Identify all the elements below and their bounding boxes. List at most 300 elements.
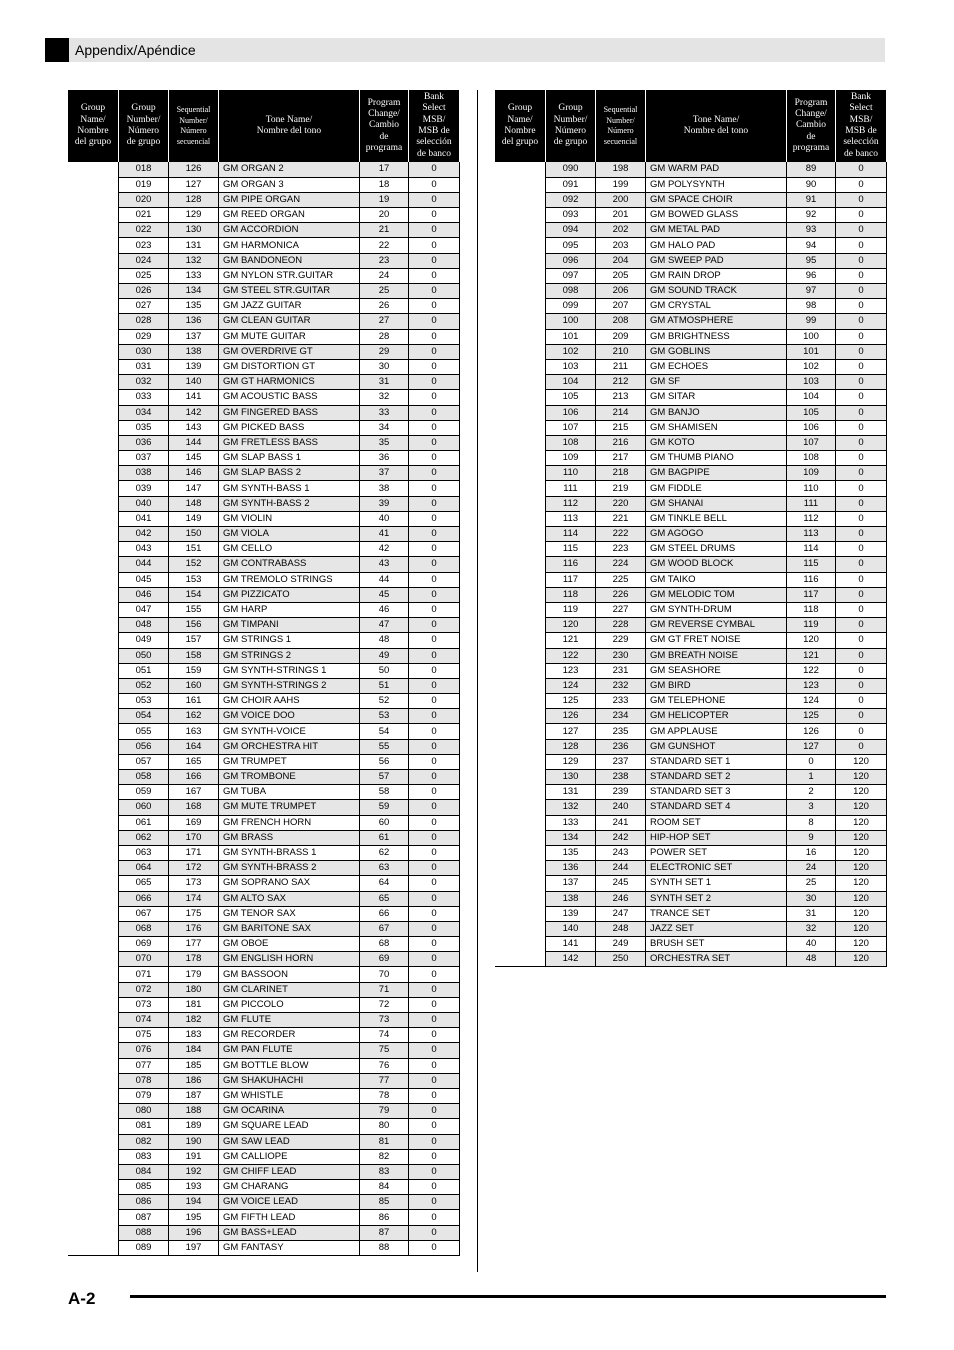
program-change-cell: 43 <box>360 557 409 572</box>
bank-select-cell: 0 <box>409 1088 460 1103</box>
tone-name-cell: GM FRENCH HORN <box>219 815 360 830</box>
sequential-number-cell: 191 <box>169 1149 219 1164</box>
group-number-cell: 077 <box>119 1058 169 1073</box>
tone-name-cell: GM CELLO <box>219 542 360 557</box>
sequential-number-cell: 239 <box>596 785 646 800</box>
program-change-cell: 127 <box>787 739 836 754</box>
tone-name-cell: GM GUNSHOT <box>646 739 787 754</box>
group-name-cell <box>68 1210 119 1225</box>
sequential-number-cell: 175 <box>169 906 219 921</box>
group-number-cell: 024 <box>119 253 169 268</box>
tone-name-cell: GM SF <box>646 375 787 390</box>
group-name-cell <box>495 770 546 785</box>
group-name-cell <box>68 678 119 693</box>
group-number-cell: 132 <box>546 800 596 815</box>
group-name-cell <box>495 678 546 693</box>
program-change-cell: 80 <box>360 1119 409 1134</box>
group-number-cell: 125 <box>546 694 596 709</box>
group-name-cell <box>495 542 546 557</box>
group-number-cell: 036 <box>119 435 169 450</box>
tone-name-cell: GM STRINGS 1 <box>219 633 360 648</box>
sequential-number-cell: 219 <box>596 481 646 496</box>
bank-select-cell: 0 <box>409 1134 460 1149</box>
sequential-number-cell: 183 <box>169 1028 219 1043</box>
bank-select-cell: 0 <box>409 845 460 860</box>
sequential-number-cell: 164 <box>169 739 219 754</box>
tone-name-cell: GM SITAR <box>646 390 787 405</box>
group-number-cell: 090 <box>546 162 596 177</box>
program-change-cell: 47 <box>360 618 409 633</box>
group-name-cell <box>495 861 546 876</box>
group-number-cell: 112 <box>546 496 596 511</box>
sequential-number-cell: 233 <box>596 694 646 709</box>
table-row <box>68 663 460 678</box>
group-name-cell <box>495 785 546 800</box>
header-line: MSB de <box>418 126 450 136</box>
table-row <box>495 390 887 405</box>
tone-name-cell: GM NYLON STR.GUITAR <box>219 268 360 283</box>
sequential-number-cell: 151 <box>169 542 219 557</box>
program-change-cell: 126 <box>787 724 836 739</box>
table-row <box>495 299 887 314</box>
bank-select-cell: 120 <box>836 876 887 891</box>
bank-select-cell: 0 <box>409 952 460 967</box>
bank-select-cell: 0 <box>409 815 460 830</box>
program-change-cell: 89 <box>787 162 836 177</box>
table-row <box>68 451 460 466</box>
bank-select-cell: 0 <box>409 511 460 526</box>
sequential-number-cell: 207 <box>596 299 646 314</box>
table-row <box>68 982 460 997</box>
group-name-cell <box>495 572 546 587</box>
col-header-tone-name <box>219 90 360 162</box>
group-number-cell: 028 <box>119 314 169 329</box>
sequential-number-cell: 177 <box>169 937 219 952</box>
sequential-number-cell: 230 <box>596 648 646 663</box>
bank-select-cell: 0 <box>836 375 887 390</box>
table-row <box>68 906 460 921</box>
program-change-cell: 37 <box>360 466 409 481</box>
header-line: Cambio <box>795 120 827 131</box>
group-name-cell <box>68 572 119 587</box>
program-change-cell: 55 <box>360 739 409 754</box>
group-name-cell <box>495 587 546 602</box>
group-name-cell <box>495 830 546 845</box>
tone-name-cell: GM MUTE TRUMPET <box>219 800 360 815</box>
tone-name-cell: GM FIDDLE <box>646 481 787 496</box>
table-row <box>68 952 460 967</box>
bank-select-cell: 0 <box>409 284 460 299</box>
group-name-cell <box>68 982 119 997</box>
table-row <box>68 1164 460 1179</box>
group-number-cell: 138 <box>546 891 596 906</box>
sequential-number-cell: 195 <box>169 1210 219 1225</box>
bank-select-cell: 0 <box>409 754 460 769</box>
group-name-cell <box>495 268 546 283</box>
tone-name-cell: GM HARMONICA <box>219 238 360 253</box>
sequential-number-cell: 204 <box>596 253 646 268</box>
tone-name-cell: GM TINKLE BELL <box>646 511 787 526</box>
bank-select-cell: 0 <box>409 162 460 177</box>
group-name-cell <box>495 496 546 511</box>
group-number-cell: 034 <box>119 405 169 420</box>
sequential-number-cell: 174 <box>169 891 219 906</box>
sequential-number-cell: 229 <box>596 633 646 648</box>
program-change-cell: 107 <box>787 435 836 450</box>
program-change-cell: 3 <box>787 800 836 815</box>
tone-name-cell: GM SYNTH-BASS 2 <box>219 496 360 511</box>
program-change-cell: 48 <box>360 633 409 648</box>
sequential-number-cell: 132 <box>169 253 219 268</box>
table-row <box>68 1043 460 1058</box>
group-name-cell <box>68 906 119 921</box>
tone-name-cell: GM THUMB PIANO <box>646 451 787 466</box>
program-change-cell: 73 <box>360 1013 409 1028</box>
program-change-cell: 40 <box>360 511 409 526</box>
group-name-cell <box>68 162 119 177</box>
group-name-cell <box>495 709 546 724</box>
bank-select-cell: 120 <box>836 937 887 952</box>
sequential-number-cell: 235 <box>596 724 646 739</box>
program-change-cell: 93 <box>787 223 836 238</box>
tone-name-cell: GM BREATH NOISE <box>646 648 787 663</box>
group-name-cell <box>68 390 119 405</box>
tone-name-cell: GM SPACE CHOIR <box>646 192 787 207</box>
group-number-cell: 113 <box>546 511 596 526</box>
bank-select-cell: 0 <box>409 1058 460 1073</box>
group-number-cell: 093 <box>546 208 596 223</box>
program-change-cell: 103 <box>787 375 836 390</box>
tone-name-cell: GM GT FRET NOISE <box>646 633 787 648</box>
bank-select-cell: 0 <box>409 648 460 663</box>
tone-name-cell: GM VOICE LEAD <box>219 1195 360 1210</box>
bank-select-cell: 0 <box>409 830 460 845</box>
bank-select-cell: 0 <box>409 572 460 587</box>
program-change-cell: 59 <box>360 800 409 815</box>
table-row <box>68 876 460 891</box>
group-name-cell <box>495 648 546 663</box>
page-number: A-2 <box>68 1289 96 1308</box>
table-row <box>495 952 887 967</box>
tone-name-cell: HIP-HOP SET <box>646 830 787 845</box>
sequential-number-cell: 131 <box>169 238 219 253</box>
tone-name-cell: GM BAGPIPE <box>646 466 787 481</box>
group-name-cell <box>495 405 546 420</box>
group-number-cell: 033 <box>119 390 169 405</box>
header-line: Number/ <box>606 115 635 125</box>
sequential-number-cell: 196 <box>169 1225 219 1240</box>
table-row <box>68 997 460 1012</box>
header-line: Name/ <box>507 114 533 125</box>
group-name-cell <box>68 1028 119 1043</box>
sequential-number-cell: 173 <box>169 876 219 891</box>
group-number-cell: 057 <box>119 754 169 769</box>
sequential-number-cell: 187 <box>169 1088 219 1103</box>
group-name-cell <box>68 192 119 207</box>
sequential-number-cell: 130 <box>169 223 219 238</box>
bank-select-cell: 0 <box>409 177 460 192</box>
table-row <box>68 618 460 633</box>
sequential-number-cell: 217 <box>596 451 646 466</box>
group-name-cell <box>495 375 546 390</box>
group-number-cell: 041 <box>119 511 169 526</box>
sequential-number-cell: 170 <box>169 830 219 845</box>
col-header-program-change <box>787 90 836 162</box>
sequential-number-cell: 184 <box>169 1043 219 1058</box>
sequential-number-cell: 127 <box>169 177 219 192</box>
tone-name-cell: GM CLARINET <box>219 982 360 997</box>
table-row <box>495 329 887 344</box>
program-change-cell: 94 <box>787 238 836 253</box>
tone-name-cell: GM SYNTH-STRINGS 2 <box>219 678 360 693</box>
group-number-cell: 123 <box>546 663 596 678</box>
program-change-cell: 31 <box>360 375 409 390</box>
group-number-cell: 018 <box>119 162 169 177</box>
tone-name-cell: ORCHESTRA SET <box>646 952 787 967</box>
group-number-cell: 133 <box>546 815 596 830</box>
tone-name-cell: SYNTH SET 2 <box>646 891 787 906</box>
group-name-cell <box>495 451 546 466</box>
program-change-cell: 96 <box>787 268 836 283</box>
sequential-number-cell: 163 <box>169 724 219 739</box>
bank-select-cell: 0 <box>409 618 460 633</box>
table-row <box>68 602 460 617</box>
tone-name-cell: GM TUBA <box>219 785 360 800</box>
tone-name-cell: GM SEASHORE <box>646 663 787 678</box>
table-row <box>495 724 887 739</box>
table-row <box>68 299 460 314</box>
program-change-cell: 18 <box>360 177 409 192</box>
bank-select-cell: 0 <box>409 238 460 253</box>
sequential-number-cell: 244 <box>596 861 646 876</box>
bank-select-cell: 0 <box>836 466 887 481</box>
table-row <box>495 891 887 906</box>
table-row <box>68 709 460 724</box>
bank-select-cell: 0 <box>409 451 460 466</box>
bank-select-cell: 0 <box>836 359 887 374</box>
sequential-number-cell: 185 <box>169 1058 219 1073</box>
col-header-bank-select <box>409 90 460 162</box>
tone-name-cell: GM SWEEP PAD <box>646 253 787 268</box>
group-number-cell: 135 <box>546 845 596 860</box>
sequential-number-cell: 137 <box>169 329 219 344</box>
sequential-number-cell: 225 <box>596 572 646 587</box>
group-number-cell: 029 <box>119 329 169 344</box>
group-name-cell <box>68 511 119 526</box>
header-line: Número <box>554 126 587 136</box>
sequential-number-cell: 159 <box>169 663 219 678</box>
bank-select-cell: 0 <box>409 1195 460 1210</box>
col-header-tone-name <box>646 90 787 162</box>
tone-name-cell: GM BRASS <box>219 830 360 845</box>
program-change-cell: 46 <box>360 602 409 617</box>
group-name-cell <box>68 997 119 1012</box>
program-change-cell: 104 <box>787 390 836 405</box>
program-change-cell: 97 <box>787 284 836 299</box>
program-change-cell: 58 <box>360 785 409 800</box>
table-row <box>68 921 460 936</box>
tone-name-cell: GM CRYSTAL <box>646 299 787 314</box>
group-number-cell: 091 <box>546 177 596 192</box>
table-row <box>495 785 887 800</box>
group-name-cell <box>68 481 119 496</box>
header-line: Number/ <box>553 114 588 125</box>
tone-name-cell: GM ORGAN 3 <box>219 177 360 192</box>
table-row <box>68 967 460 982</box>
sequential-number-cell: 198 <box>596 162 646 177</box>
bank-select-cell: 120 <box>836 906 887 921</box>
table-row <box>495 739 887 754</box>
tone-name-cell: GM SYNTH-DRUM <box>646 602 787 617</box>
bank-select-cell: 0 <box>409 785 460 800</box>
sequential-number-cell: 231 <box>596 663 646 678</box>
sequential-number-cell: 223 <box>596 542 646 557</box>
group-number-cell: 080 <box>119 1104 169 1119</box>
bank-select-cell: 0 <box>836 344 887 359</box>
table-row <box>495 921 887 936</box>
sequential-number-cell: 171 <box>169 845 219 860</box>
program-change-cell: 105 <box>787 405 836 420</box>
tone-name-cell: GM FRETLESS BASS <box>219 435 360 450</box>
program-change-cell: 27 <box>360 314 409 329</box>
table-row <box>495 770 887 785</box>
group-number-cell: 098 <box>546 284 596 299</box>
header-line: selección <box>416 137 452 148</box>
table-row <box>68 1134 460 1149</box>
sequential-number-cell: 226 <box>596 587 646 602</box>
group-number-cell: 104 <box>546 375 596 390</box>
program-change-cell: 72 <box>360 997 409 1012</box>
bank-select-cell: 0 <box>836 709 887 724</box>
tone-name-cell: GM HELICOPTER <box>646 709 787 724</box>
group-number-cell: 130 <box>546 770 596 785</box>
program-change-cell: 111 <box>787 496 836 511</box>
program-change-cell: 24 <box>360 268 409 283</box>
program-change-cell: 74 <box>360 1028 409 1043</box>
group-number-cell: 031 <box>119 359 169 374</box>
bank-select-cell: 0 <box>836 223 887 238</box>
table-row <box>68 694 460 709</box>
table-row <box>68 724 460 739</box>
program-change-cell: 38 <box>360 481 409 496</box>
tone-name-cell: GM HARP <box>219 602 360 617</box>
group-number-cell: 088 <box>119 1225 169 1240</box>
program-change-cell: 64 <box>360 876 409 891</box>
program-change-cell: 123 <box>787 678 836 693</box>
group-number-cell: 065 <box>119 876 169 891</box>
sequential-number-cell: 245 <box>596 876 646 891</box>
group-number-cell: 101 <box>546 329 596 344</box>
tone-name-cell: GM BANJO <box>646 405 787 420</box>
bank-select-cell: 0 <box>409 390 460 405</box>
group-number-cell: 110 <box>546 466 596 481</box>
bank-select-cell: 0 <box>409 602 460 617</box>
header-line: Change/ <box>795 109 827 120</box>
sequential-number-cell: 153 <box>169 572 219 587</box>
header-line: MSB/ <box>422 114 446 125</box>
group-number-cell: 109 <box>546 451 596 466</box>
col-header-group-number <box>546 90 596 162</box>
program-change-cell: 81 <box>360 1134 409 1149</box>
bank-select-cell: 0 <box>836 238 887 253</box>
group-number-cell: 102 <box>546 344 596 359</box>
bank-select-cell: 0 <box>836 618 887 633</box>
tone-name-cell: GM TRUMPET <box>219 754 360 769</box>
tone-name-cell: GM SQUARE LEAD <box>219 1119 360 1134</box>
program-change-cell: 33 <box>360 405 409 420</box>
bank-select-cell: 0 <box>409 405 460 420</box>
bank-select-cell: 0 <box>409 800 460 815</box>
tone-name-cell: GM TELEPHONE <box>646 694 787 709</box>
group-name-cell <box>68 633 119 648</box>
tone-name-cell: GM WARM PAD <box>646 162 787 177</box>
tone-name-cell: GM GOBLINS <box>646 344 787 359</box>
sequential-number-cell: 212 <box>596 375 646 390</box>
bank-select-cell: 120 <box>836 770 887 785</box>
tone-name-cell: GM TENOR SAX <box>219 906 360 921</box>
col-header-group-number <box>119 90 169 162</box>
bank-select-cell: 0 <box>409 359 460 374</box>
section-header <box>45 38 885 62</box>
program-change-cell: 51 <box>360 678 409 693</box>
bank-select-cell: 0 <box>409 268 460 283</box>
group-name-cell <box>68 238 119 253</box>
bank-select-cell: 0 <box>836 451 887 466</box>
bank-select-cell: 0 <box>836 587 887 602</box>
table-row <box>495 800 887 815</box>
program-change-cell: 41 <box>360 527 409 542</box>
bank-select-cell: 0 <box>836 420 887 435</box>
tone-name-cell: GM BRIGHTNESS <box>646 329 787 344</box>
group-number-cell: 069 <box>119 937 169 952</box>
table-row <box>68 1149 460 1164</box>
group-number-cell: 095 <box>546 238 596 253</box>
table-row <box>495 937 887 952</box>
sequential-number-cell: 211 <box>596 359 646 374</box>
table-row <box>68 223 460 238</box>
sequential-number-cell: 145 <box>169 451 219 466</box>
header-line: Number/ <box>179 115 208 125</box>
tone-name-cell: STANDARD SET 1 <box>646 754 787 769</box>
tone-name-cell: GM PICCOLO <box>219 997 360 1012</box>
group-name-cell <box>68 1134 119 1149</box>
group-name-cell <box>495 937 546 952</box>
group-number-cell: 082 <box>119 1134 169 1149</box>
sequential-number-cell: 213 <box>596 390 646 405</box>
group-name-cell <box>68 284 119 299</box>
bank-select-cell: 0 <box>409 921 460 936</box>
section-marker <box>45 38 69 62</box>
program-change-cell: 95 <box>787 253 836 268</box>
tone-name-cell: ROOM SET <box>646 815 787 830</box>
header-line: Número <box>180 126 207 135</box>
group-name-cell <box>495 435 546 450</box>
group-number-cell: 127 <box>546 724 596 739</box>
group-number-cell: 052 <box>119 678 169 693</box>
table-row <box>68 587 460 602</box>
bank-select-cell: 0 <box>409 314 460 329</box>
group-name-cell <box>68 739 119 754</box>
bank-select-cell: 120 <box>836 921 887 936</box>
group-number-cell: 030 <box>119 344 169 359</box>
sequential-number-cell: 197 <box>169 1240 219 1255</box>
table-row <box>495 527 887 542</box>
table-row <box>68 785 460 800</box>
sequential-number-cell: 228 <box>596 618 646 633</box>
group-number-cell: 079 <box>119 1088 169 1103</box>
tone-name-cell: GM BASS+LEAD <box>219 1225 360 1240</box>
program-change-cell: 88 <box>360 1240 409 1255</box>
